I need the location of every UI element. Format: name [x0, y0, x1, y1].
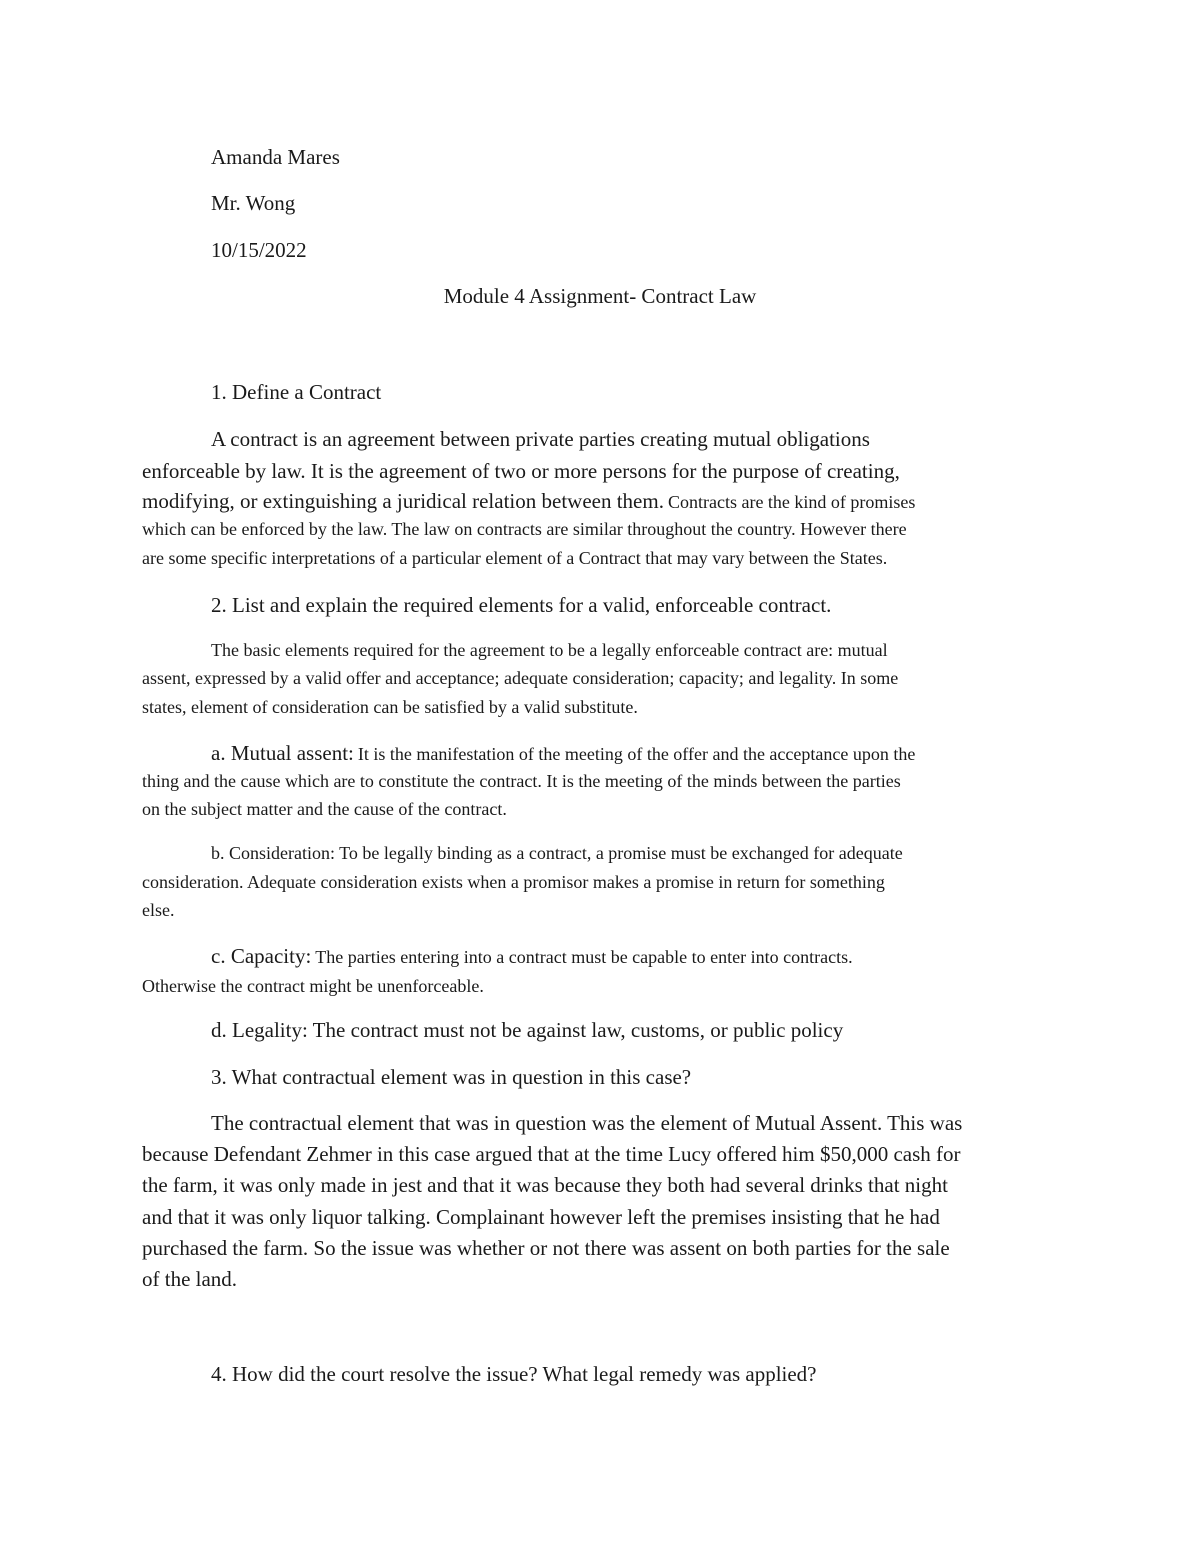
- q2-intro-line: assent, expressed by a valid offer and acceptance; adequate consideration; capacity; and legality. In some: [142, 668, 899, 688]
- q1-answer-line: which can be enforced by the law. The law on contracts are similar throughout the country. However there: [142, 519, 907, 539]
- q2-intro-line: states, element of consideration can be satisfied by a valid substitute.: [142, 697, 638, 717]
- q1-answer-line: enforceable by law. It is the agreement of two or more persons for the purpose of creating,: [142, 459, 900, 483]
- q3-answer-line: purchased the farm. So the issue was whether or not there was assent on both parties for the sale: [142, 1236, 950, 1260]
- question-4-heading: 4. How did the court resolve the issue? What legal remedy was applied?: [211, 1362, 817, 1386]
- question-1-heading: 1. Define a Contract: [211, 380, 382, 404]
- question-2-heading: 2. List and explain the required elements for a valid, enforceable contract.: [211, 593, 832, 617]
- capacity-label: c. Capacity:: [211, 944, 312, 968]
- q2-item-c-line: Otherwise the contract might be unenforceable.: [142, 976, 484, 996]
- mutual-assent-label: a. Mutual assent:: [211, 741, 354, 765]
- q3-answer-line: because Defendant Zehmer in this case argued that at the time Lucy offered him $50,000 cash for: [142, 1142, 961, 1166]
- q3-answer-line: the farm, it was only made in jest and that it was because they both had several drinks that night: [142, 1173, 948, 1197]
- q1-answer-line: [142, 489, 915, 514]
- q1-answer-line: are some specific interpretations of a particular element of a Contract that may vary between the States.: [142, 548, 888, 568]
- student-name: Amanda Mares: [211, 145, 340, 169]
- q2-intro-line: The basic elements required for the agreement to be a legally enforceable contract are: mutual: [211, 640, 888, 660]
- q3-answer-line: The contractual element that was in question was the element of Mutual Assent. This was: [211, 1111, 963, 1135]
- q2-item-b-line: else.: [142, 900, 175, 920]
- q3-answer-line: and that it was only liquor talking. Complainant however left the premises insisting that he had: [142, 1205, 940, 1229]
- mutual-assent-text: It is the manifestation of the meeting of the offer and the acceptance upon the: [357, 744, 916, 764]
- document-title: Module 4 Assignment- Contract Law: [443, 284, 757, 308]
- instructor-name: Mr. Wong: [211, 191, 296, 215]
- q2-item-a-line: [211, 741, 915, 766]
- q2-item-a-line: thing and the cause which are to constitute the contract. It is the meeting of the minds between the parties: [142, 771, 901, 791]
- q2-item-d-line: d. Legality: The contract must not be against law, customs, or public policy: [211, 1018, 844, 1042]
- q1-answer-span: modifying, or extinguishing a juridical relation between them.: [142, 489, 664, 513]
- q2-item-b-line: b. Consideration: To be legally binding as a contract, a promise must be exchanged for adequate: [211, 843, 903, 863]
- q1-answer-span: Contracts are the kind of promises: [667, 492, 916, 512]
- q2-item-b-line: consideration. Adequate consideration exists when a promisor makes a promise in return for something: [142, 872, 885, 892]
- q3-answer-line: of the land.: [142, 1267, 238, 1291]
- q2-item-a-line: on the subject matter and the cause of the contract.: [142, 799, 507, 819]
- q1-answer-line: A contract is an agreement between private parties creating mutual obligations: [211, 427, 870, 451]
- question-3-heading: 3. What contractual element was in question in this case?: [211, 1065, 692, 1089]
- assignment-date: 10/15/2022: [211, 238, 307, 262]
- capacity-text: The parties entering into a contract must be capable to enter into contracts.: [315, 947, 853, 967]
- q2-item-c-line: [211, 944, 853, 969]
